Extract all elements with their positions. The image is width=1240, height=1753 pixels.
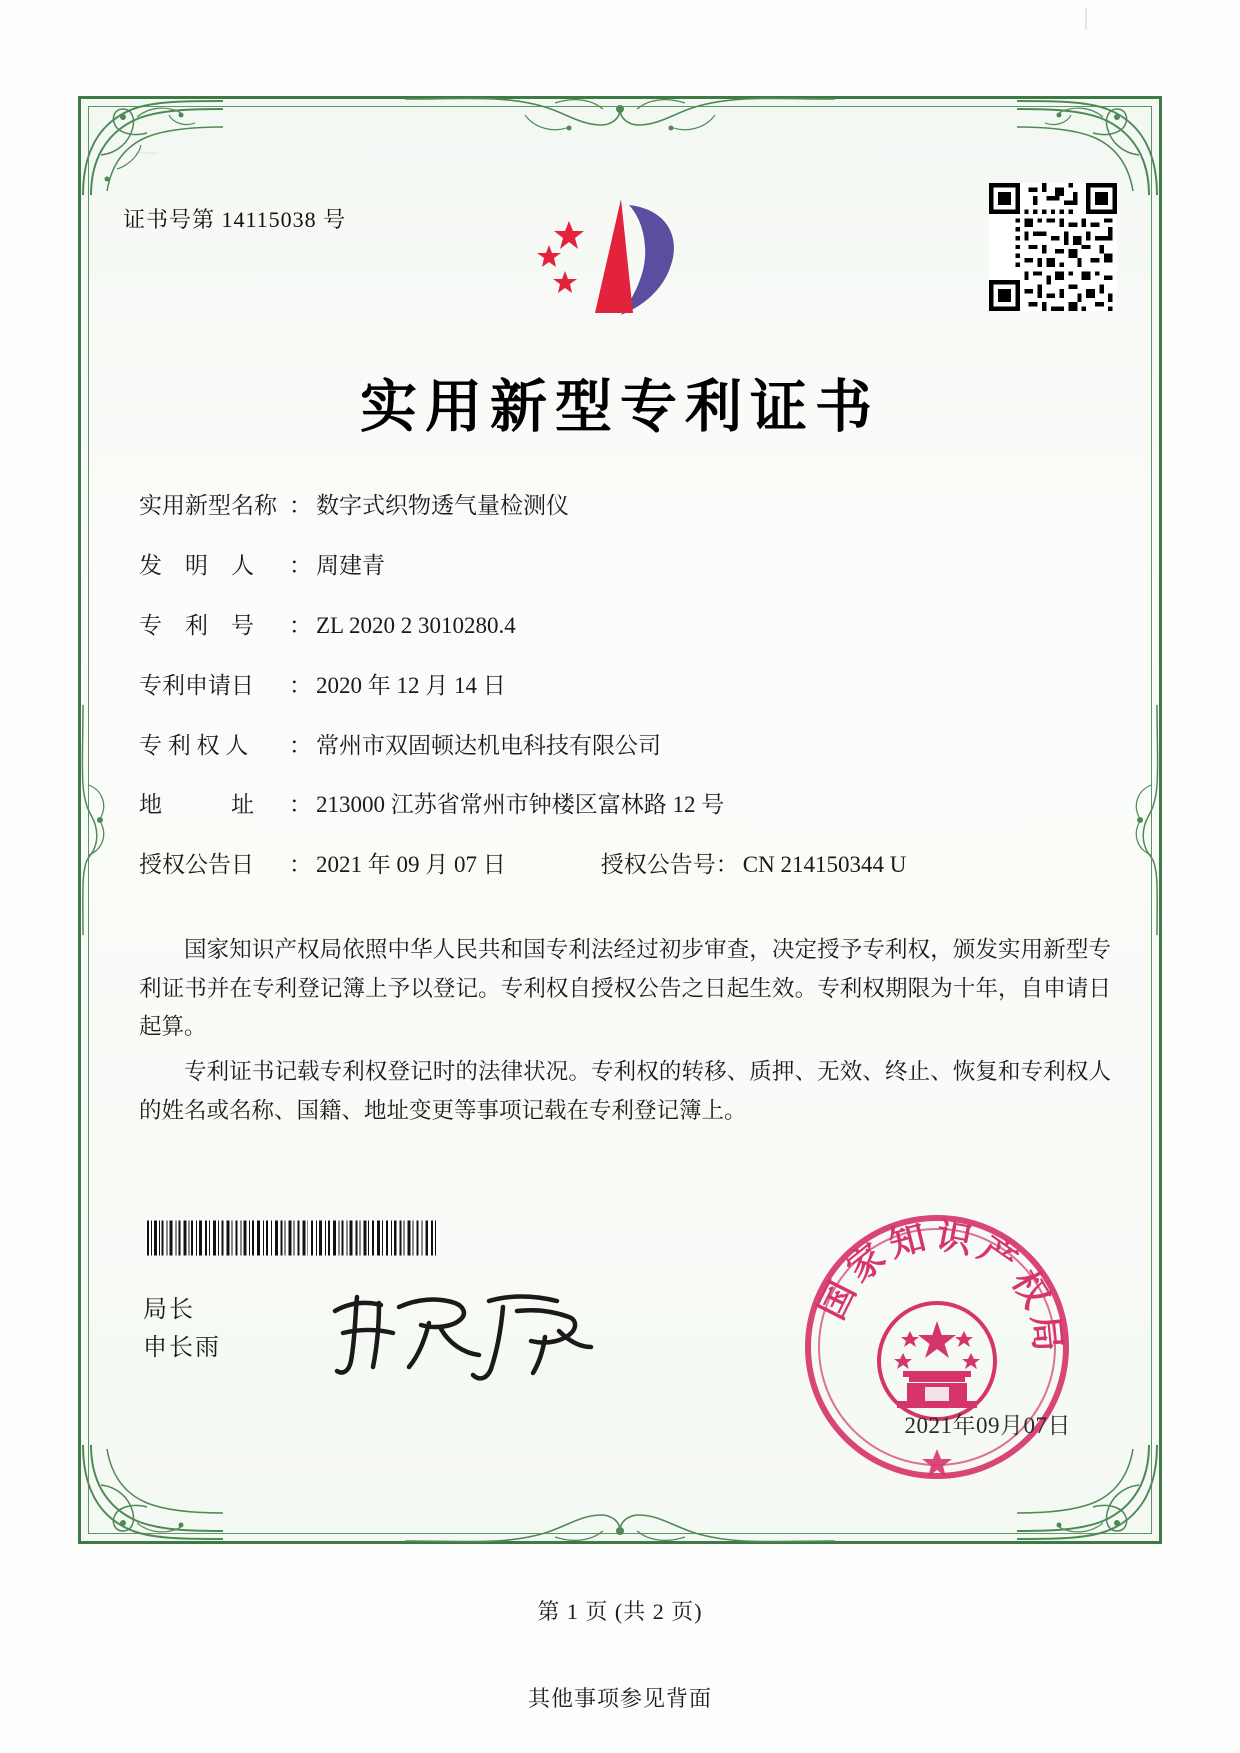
announcement-number-label: 授权公告号 — [600, 852, 716, 878]
cnipa-emblem-icon — [525, 187, 715, 337]
back-side-note: 其他事项参见背面 — [527, 1686, 712, 1711]
field-row-announcement — [139, 850, 1109, 880]
field-label: 实用新型名称 — [139, 493, 277, 518]
announcement-number-value: CN 214150344 U — [742, 852, 907, 878]
legal-text — [139, 931, 1111, 1136]
field-label: 专利申请日 — [139, 672, 254, 698]
field-value: 2020 年 12 月 14 日 — [316, 672, 506, 698]
field-colon: ： — [289, 732, 312, 758]
bottom-scroll-ornament-icon — [405, 1495, 835, 1555]
field-colon: ： — [289, 852, 312, 878]
certificate-border — [78, 96, 1162, 1624]
field-colon: ： — [289, 792, 312, 818]
field-row-name — [139, 491, 1109, 521]
field-row-patent-number — [139, 611, 1109, 641]
field-row-inventor — [139, 551, 1109, 581]
field-colon: ： — [289, 552, 312, 578]
field-value: 213000 江苏省常州市钟楼区富林路 12 号 — [316, 792, 725, 818]
field-list — [139, 491, 1109, 910]
field-label: 专 利 号 — [139, 612, 254, 638]
signature-block — [143, 1291, 221, 1368]
field-colon: ： — [289, 672, 312, 698]
director-name: 申长雨 — [143, 1335, 221, 1362]
corner-ornament-icon — [77, 1440, 227, 1545]
field-label: 地 址 — [139, 792, 254, 818]
field-label: 发 明 人 — [139, 552, 254, 578]
handwritten-signature-icon — [321, 1277, 601, 1387]
announcement-date-value: 2021 年 09 月 07 日 — [316, 852, 506, 878]
field-value: ZL 2020 2 3010280.4 — [316, 612, 516, 638]
director-title: 局长 — [143, 1297, 195, 1323]
field-value: 周建青 — [316, 552, 385, 578]
field-colon: ： — [289, 493, 312, 518]
side-scroll-ornament-icon — [1123, 705, 1171, 935]
svg-text:国家知识产权局: 国家知识产权局 — [810, 1214, 1070, 1360]
top-scroll-ornament-icon — [405, 85, 835, 145]
field-value: 常州市双固顿达机电科技有限公司 — [316, 732, 661, 758]
field-value: 数字式织物透气量检测仪 — [316, 493, 569, 518]
field-label: 专 利 权 人 — [139, 732, 249, 758]
legal-paragraph-2: 专利证书记载专利权登记时的法律状况。专利权的转移、质押、无效、终止、恢复和专利权人的姓名或名称、国籍、地址变更等事项记载在专利登记簿上。 — [139, 1059, 1111, 1123]
field-colon: ： — [289, 612, 312, 638]
corner-ornament-icon — [77, 95, 227, 200]
field-row-address — [139, 790, 1109, 820]
field-row-application-date — [139, 671, 1109, 701]
qr-code — [989, 183, 1117, 311]
page-title: 实用新型专利证书 — [360, 373, 880, 440]
field-label: 授权公告日 — [139, 852, 254, 878]
side-scroll-ornament-icon — [69, 705, 117, 935]
legal-paragraph-1: 国家知识产权局依照中华人民共和国专利法经过初步审查，决定授予专利权，颁发实用新型专利证书并在专利登记簿上予以登记。专利权自授权公告之日起生效。专利权期限为十年，自申请日起算。 — [139, 937, 1111, 1040]
field-colon: ： — [715, 852, 739, 878]
field-row-patentee — [139, 731, 1109, 761]
barcode — [145, 1220, 440, 1256]
seal-date: 2021年09月07日 — [904, 1413, 1071, 1438]
page-footer: 第 1 页 (共 2 页) — [537, 1599, 703, 1624]
certificate-number: 证书号第 14115038 号 — [123, 207, 347, 232]
official-seal — [801, 1211, 1073, 1483]
scan-artifact — [1085, 8, 1087, 30]
